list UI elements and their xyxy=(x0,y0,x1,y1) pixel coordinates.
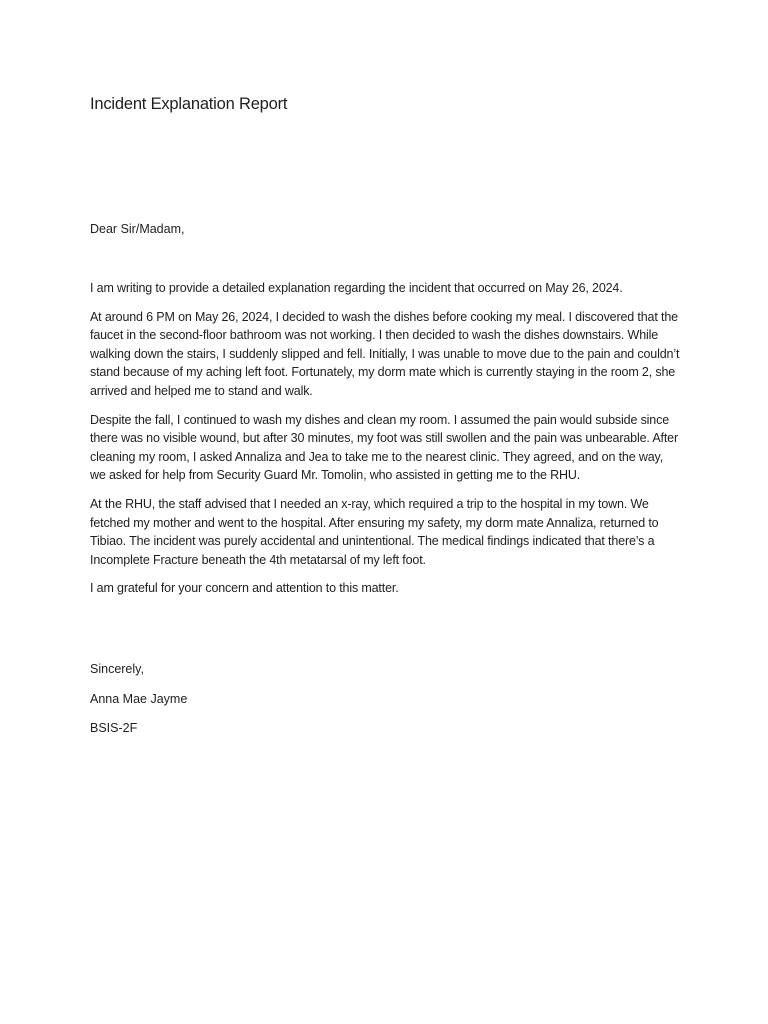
paragraph-medical: At the RHU, the staff advised that I needed an x-ray, which required a trip to the hospital in my town. We fetched my mother and went to the hospital. After ensuring my safety, my dorm mate Annaliza, returned to Tibiao. The incident was purely accidental and unintentional. The medical findings indicated that there’s a Incomplete Fracture beneath the 4th metatarsal of my left foot. xyxy=(90,496,659,567)
letter-body xyxy=(90,279,680,608)
paragraph-gratitude: I am grateful for your concern and attention to this matter. xyxy=(90,581,399,596)
paragraph-incident: At around 6 PM on May 26, 2024, I decided to wash the dishes before cooking my meal. I discovered that the faucet in the second-floor bathroom was not working. I then decided to wash the dishes downstairs. While walking down the stairs, I suddenly slipped and fell. Initially, I was unable to move due to the pain and couldn’t stand because of my aching left foot. Fortunately, my dorm mate which is currently staying in the room 2, she arrived and helped me to stand and walk. xyxy=(90,309,680,398)
paragraph-intro: I am writing to provide a detailed explanation regarding the incident that occurred on May 26, 2024. xyxy=(90,281,623,295)
letter-closing xyxy=(90,660,390,749)
signature-name: Anna Mae Jayme xyxy=(90,691,188,706)
paragraph-aftermath: Despite the fall, I continued to wash my dishes and clean my room. I assumed the pain would subside since there was no visible wound, but after 30 minutes, my foot was still swollen and the pain was unbearable. After cleaning my room, I asked Annaliza and Jea to take me to the nearest clinic. They agreed, and on the way, we asked for help from Security Guard Mr. Tomolin, who assisted in getting me to the RHU. xyxy=(90,412,678,483)
salutation: Dear Sir/Madam, xyxy=(90,222,185,236)
document-title: Incident Explanation Report xyxy=(90,95,288,113)
closing-text: Sincerely, xyxy=(90,662,144,676)
signature-section: BSIS-2F xyxy=(90,721,138,736)
